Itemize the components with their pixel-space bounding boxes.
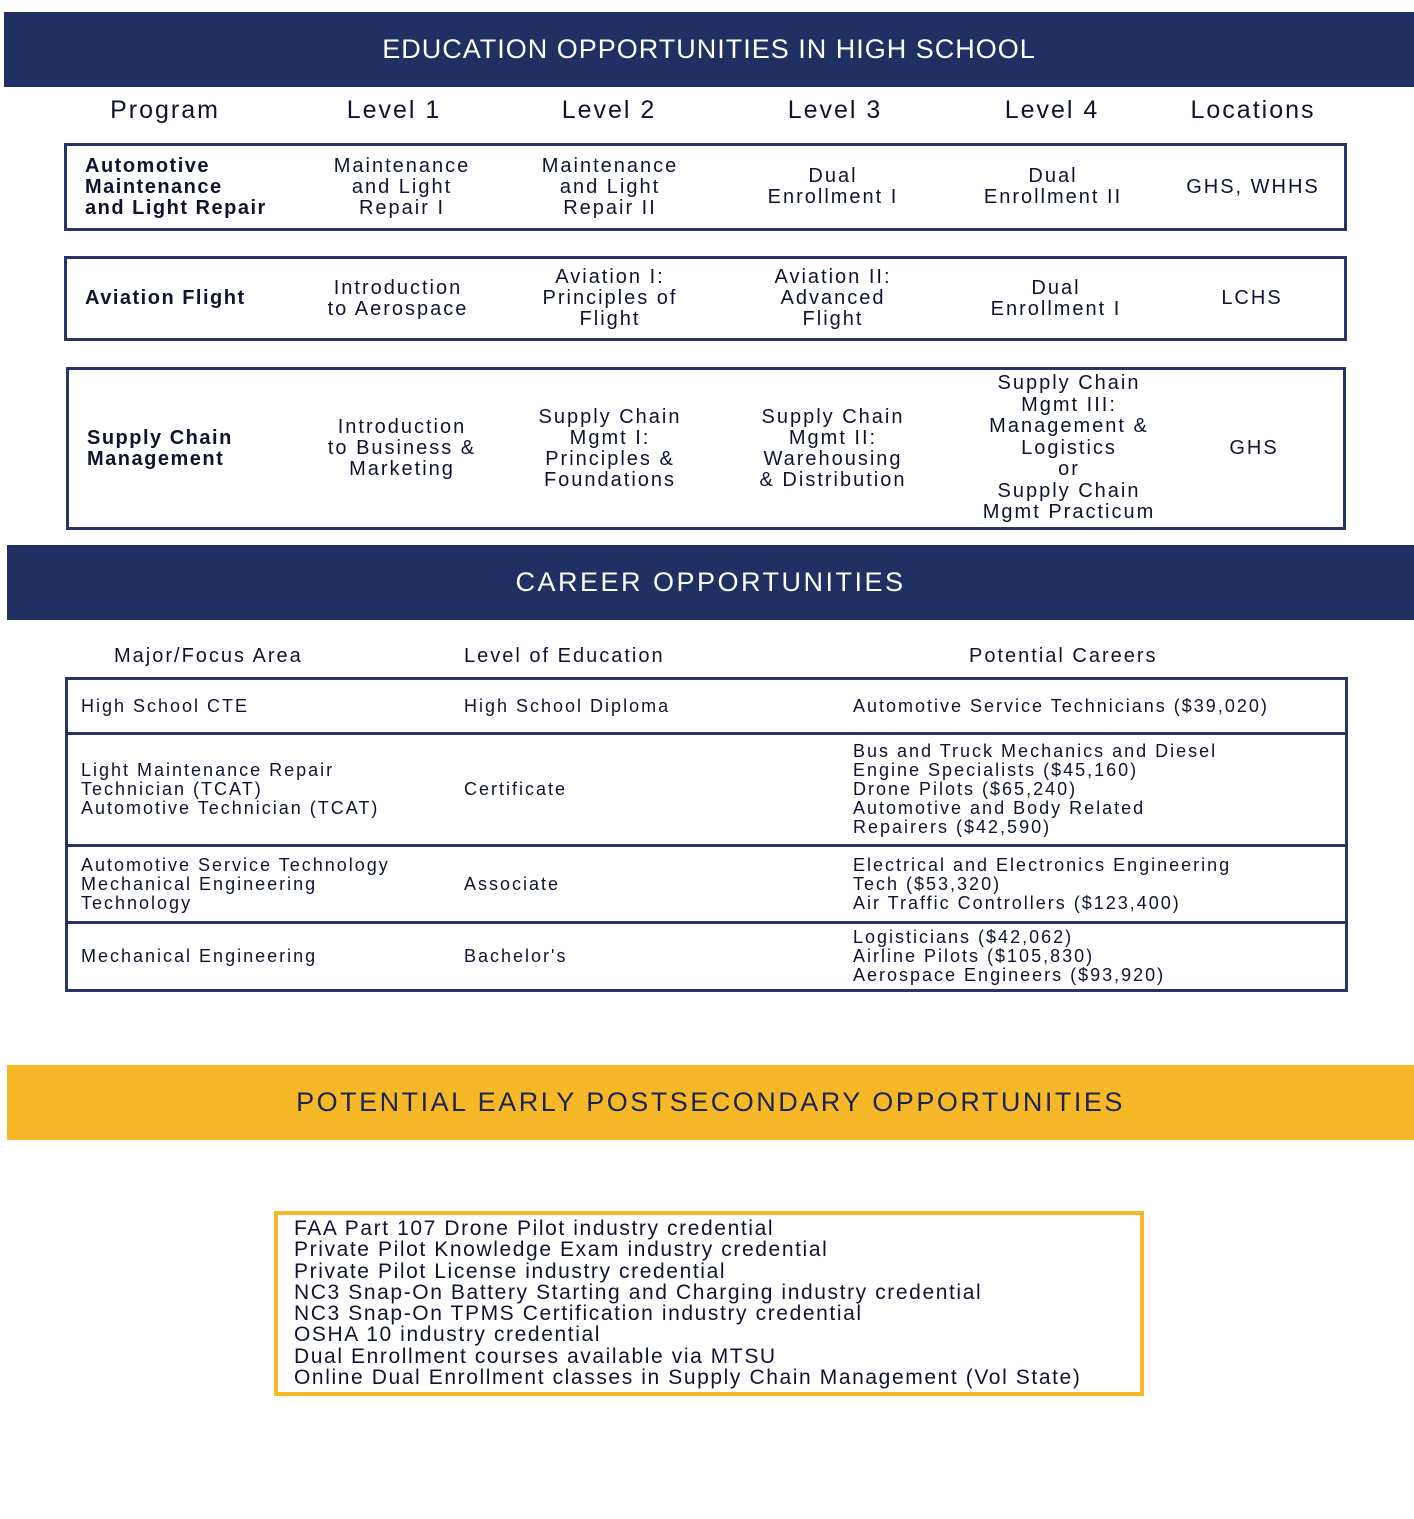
- program-locations: GHS: [1229, 437, 1279, 459]
- program-level-2: Maintenance and Light Repair II: [541, 154, 679, 219]
- column-header-level-1: Level 1: [346, 96, 442, 124]
- program-name: Supply Chain Management: [87, 426, 233, 470]
- major-cell: Light Maintenance Repair Technician (TCAT) Automotive Technician (TCAT): [81, 760, 380, 818]
- table-row: [65, 732, 1348, 844]
- program-locations: GHS, WHHS: [1186, 175, 1320, 198]
- program-level-1: Introduction to Business & Marketing: [327, 416, 477, 480]
- education-banner: [4, 12, 1414, 87]
- education-level-cell: Certificate: [464, 779, 568, 799]
- careers-cell: Bus and Truck Mechanics and Diesel Engine Specialists ($45,160) Drone Pilots ($65,240) Automotive and Body Related Repairers ($42,590): [853, 741, 1218, 837]
- column-header-careers: Potential Careers: [969, 645, 1158, 667]
- program-name: Automotive Maintenance and Light Repair: [85, 154, 267, 219]
- postsecondary-banner: [7, 1065, 1414, 1140]
- column-header-level-4: Level 4: [1004, 96, 1100, 124]
- list-item: Private Pilot Knowledge Exam industry credential: [294, 1238, 829, 1262]
- careers-cell: Logisticians ($42,062) Airline Pilots ($105,830) Aerospace Engineers ($93,920): [853, 927, 1166, 985]
- careers-cell: Electrical and Electronics Engineering Tech ($53,320) Air Traffic Controllers ($123,400): [853, 854, 1232, 913]
- education-level-cell: Associate: [464, 873, 561, 894]
- list-item: Online Dual Enrollment classes in Supply Chain Management (Vol State): [294, 1366, 1082, 1390]
- table-row: [65, 677, 1348, 732]
- table-row: [65, 921, 1348, 992]
- career-title: CAREER OPPORTUNITIES: [515, 567, 906, 597]
- program-locations: LCHS: [1221, 287, 1283, 309]
- major-cell: Mechanical Engineering: [81, 946, 318, 966]
- column-header-major: Major/Focus Area: [114, 645, 303, 667]
- postsecondary-list: [274, 1211, 1144, 1396]
- table-row: [65, 844, 1348, 921]
- list-item: Dual Enrollment courses available via MTSU: [294, 1344, 777, 1368]
- career-table: [65, 677, 1348, 992]
- major-cell: High School CTE: [81, 695, 250, 716]
- list-item: FAA Part 107 Drone Pilot industry credential: [294, 1217, 775, 1240]
- list-item: OSHA 10 industry credential: [294, 1323, 602, 1347]
- column-header-level-3: Level 3: [787, 96, 883, 124]
- program-level-2: Aviation I: Principles of Flight: [542, 266, 678, 330]
- program-level-4: Dual Enrollment II: [983, 165, 1123, 208]
- career-banner: [7, 545, 1414, 620]
- program-row-aviation: [64, 256, 1347, 341]
- list-item: Private Pilot License industry credential: [294, 1259, 727, 1283]
- program-level-3: Dual Enrollment I: [767, 165, 899, 208]
- program-row-supply-chain: [66, 367, 1346, 530]
- column-header-level-2: Level 2: [561, 96, 657, 124]
- program-level-4: Supply Chain Mgmt III: Management & Logistics or Supply Chain Mgmt Practicum: [982, 372, 1156, 524]
- education-level-cell: High School Diploma: [464, 695, 671, 716]
- column-header-education-level: Level of Education: [464, 645, 665, 667]
- program-level-2: Supply Chain Mgmt I: Principles & Foundations: [538, 405, 682, 491]
- postsecondary-title: POTENTIAL EARLY POSTSECONDARY OPPORTUNITIES: [296, 1087, 1125, 1117]
- major-cell: Automotive Service Technology Mechanical Engineering Technology: [81, 854, 390, 913]
- program-row-automotive: [64, 143, 1347, 231]
- program-level-1: Maintenance and Light Repair I: [333, 154, 471, 219]
- program-level-4: Dual Enrollment I: [990, 276, 1122, 320]
- education-title: EDUCATION OPPORTUNITIES IN HIGH SCHOOL: [382, 34, 1036, 64]
- program-level-1: Introduction to Aerospace: [327, 276, 469, 320]
- program-level-3: Supply Chain Mgmt II: Warehousing & Distribution: [759, 405, 907, 491]
- program-level-3: Aviation II: Advanced Flight: [774, 266, 892, 330]
- list-item: NC3 Snap-On TPMS Certification industry credential: [294, 1302, 863, 1326]
- program-name: Aviation Flight: [85, 287, 246, 309]
- column-header-program: Program: [110, 96, 220, 124]
- careers-cell: Automotive Service Technicians ($39,020): [853, 695, 1269, 716]
- education-level-cell: Bachelor's: [464, 946, 568, 966]
- column-header-locations: Locations: [1190, 96, 1316, 124]
- list-item: NC3 Snap-On Battery Starting and Charging industry credential: [294, 1280, 983, 1304]
